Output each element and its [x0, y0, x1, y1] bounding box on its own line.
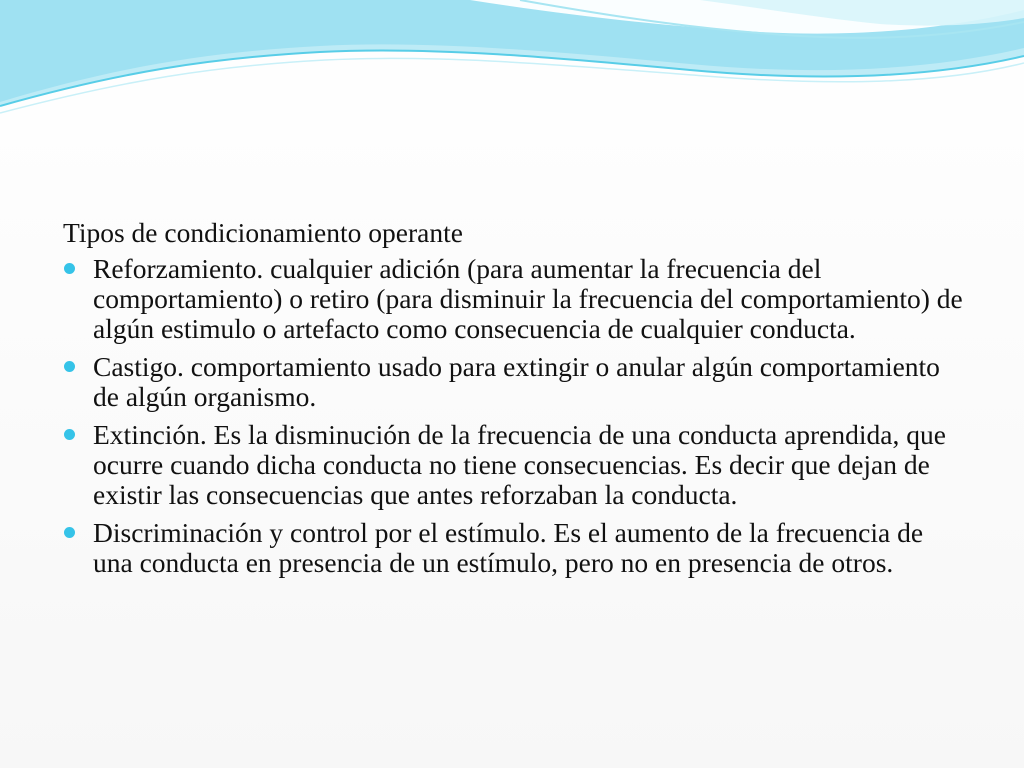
bullet-item	[63, 352, 963, 412]
slide-content	[63, 218, 963, 586]
bullet-item	[63, 420, 963, 510]
bullet-text: Castigo. comportamiento usado para extingir o anular algún comportamiento de algún organismo.	[93, 351, 940, 412]
bullet-dot-icon	[64, 429, 75, 440]
decorative-wave-header	[0, 0, 1024, 130]
bullet-item	[63, 254, 963, 344]
bullet-item	[63, 518, 963, 578]
bullet-text: Extinción. Es la disminución de la frecuencia de una conducta aprendida, que ocurre cuando dicha conducta no tiene consecuencias. Es decir que dejan de existir las consecuencias que antes reforzaban la conducta.	[93, 419, 946, 510]
bullet-list	[63, 254, 963, 578]
bullet-text: Discriminación y control por el estímulo. Es el aumento de la frecuencia de una conducta en presencia de un estímulo, pero no en presencia de otros.	[93, 517, 924, 578]
bullet-dot-icon	[64, 527, 75, 538]
bullet-text: Reforzamiento. cualquier adición (para aumentar la frecuencia del comportamiento) o retiro (para disminuir la frecuencia del comportamiento) de algún estimulo o artefacto como consecuencia de cualquier conducta.	[93, 253, 963, 344]
bullet-dot-icon	[64, 263, 75, 274]
bullet-dot-icon	[64, 361, 75, 372]
slide-intro: Tipos de condicionamiento operante	[63, 217, 463, 248]
